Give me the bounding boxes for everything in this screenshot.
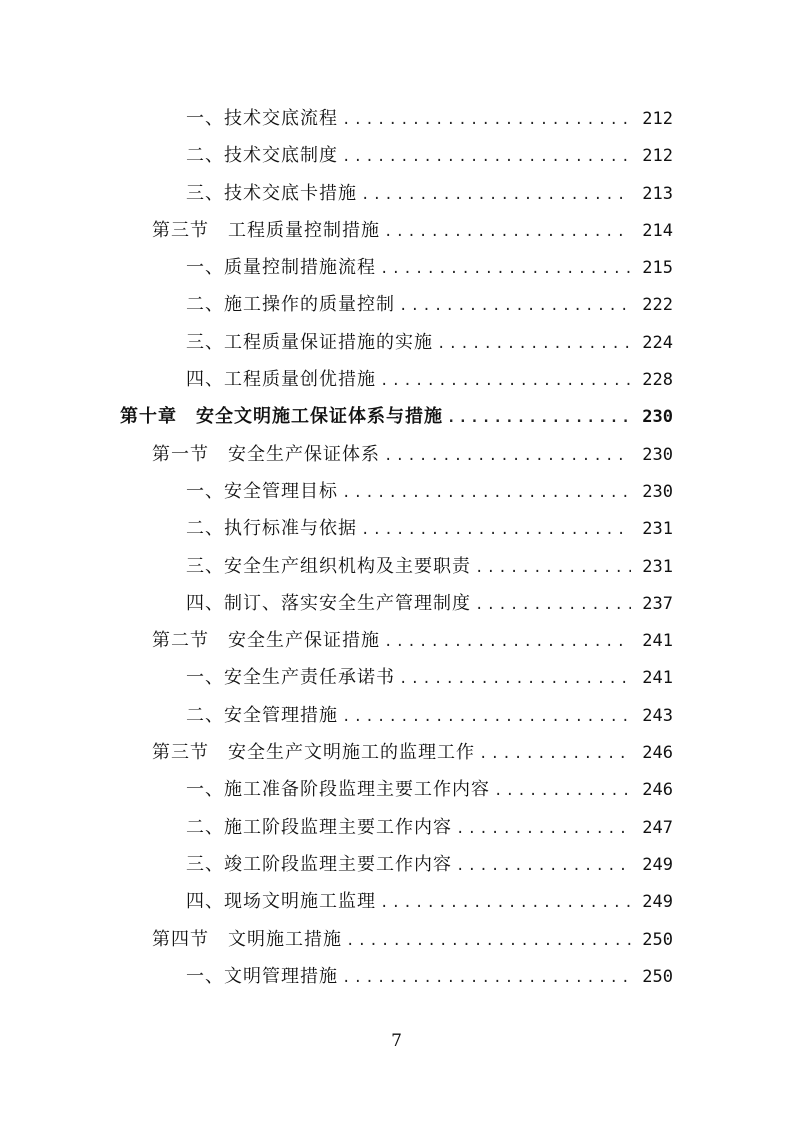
toc-entry-line xyxy=(152,921,673,960)
toc-entry-title: 一、安全管理目标 xyxy=(186,480,338,502)
toc-entry-title: 第四节 文明施工措施 xyxy=(152,928,342,950)
toc-entry-page-number: 215 xyxy=(642,258,673,279)
toc-entry-title: 第三节 安全生产文明施工的监理工作 xyxy=(152,742,475,764)
dot-leader xyxy=(346,923,631,960)
toc-entry-page-number: 241 xyxy=(642,631,673,652)
toc-entry-line xyxy=(186,771,673,810)
toc-entry-item[interactable] xyxy=(0,175,793,212)
toc-entry-title: 第二节 安全生产保证措施 xyxy=(152,630,380,652)
toc-entry-title: 二、技术交底制度 xyxy=(186,145,338,167)
toc-entry-item[interactable] xyxy=(0,361,793,398)
dot-leader xyxy=(380,251,631,288)
toc-entry-line xyxy=(152,622,673,661)
toc-entry-item[interactable] xyxy=(0,249,793,286)
toc-entry-item[interactable] xyxy=(0,585,793,622)
toc-entry-title: 三、工程质量保证措施的实施 xyxy=(186,331,433,353)
toc-entry-page-number: 249 xyxy=(642,854,673,875)
toc-entry-page-number: 214 xyxy=(642,220,673,241)
toc-entry-item[interactable] xyxy=(0,809,793,846)
toc-entry-title: 一、安全生产责任承诺书 xyxy=(186,667,395,689)
toc-entry-item[interactable] xyxy=(0,697,793,734)
dot-leader xyxy=(361,177,631,214)
toc-entry-title: 二、安全管理措施 xyxy=(186,704,338,726)
page-number: 7 xyxy=(391,1031,402,1051)
toc-entry-item[interactable] xyxy=(0,659,793,696)
toc-entry-item[interactable] xyxy=(0,286,793,323)
toc-entry-line xyxy=(186,809,673,848)
toc-entry-line xyxy=(186,883,673,922)
dot-leader xyxy=(399,661,631,698)
toc-entry-line xyxy=(186,286,673,325)
toc-entry-item[interactable] xyxy=(0,510,793,547)
toc-entry-page-number: 212 xyxy=(642,146,673,167)
toc-entry-item[interactable] xyxy=(0,100,793,137)
toc-entry-line xyxy=(152,734,673,773)
toc-entry-title: 二、施工阶段监理主要工作内容 xyxy=(186,816,452,838)
toc-entry-page-number: 231 xyxy=(642,519,673,540)
toc-entry-line xyxy=(152,436,673,475)
dot-leader xyxy=(437,326,631,363)
toc-entry-line xyxy=(186,361,673,400)
dot-leader xyxy=(475,587,631,624)
toc-entry-line xyxy=(120,398,673,437)
dot-leader xyxy=(456,811,631,848)
toc-entry-section[interactable] xyxy=(0,212,793,249)
dot-leader xyxy=(361,512,631,549)
toc-entry-page-number: 213 xyxy=(642,183,673,204)
dot-leader xyxy=(479,736,631,773)
toc-entry-item[interactable] xyxy=(0,846,793,883)
toc-entry-item[interactable] xyxy=(0,958,793,995)
toc-entry-page-number: 249 xyxy=(642,892,673,913)
toc-entry-line xyxy=(186,324,673,363)
toc-entry-line xyxy=(186,249,673,288)
toc-entry-page-number: 250 xyxy=(642,966,673,987)
toc-entry-line xyxy=(186,473,673,512)
toc-entry-line xyxy=(186,548,673,587)
toc-entry-title: 第一节 安全生产保证体系 xyxy=(152,443,380,465)
toc-entry-title: 二、施工操作的质量控制 xyxy=(186,294,395,316)
toc-entry-title: 三、技术交底卡措施 xyxy=(186,182,357,204)
toc-entry-title: 一、质量控制措施流程 xyxy=(186,257,376,279)
toc-entry-title: 三、竣工阶段监理主要工作内容 xyxy=(186,853,452,875)
toc-entry-page-number: 212 xyxy=(642,109,673,129)
dot-leader xyxy=(342,102,631,139)
toc-entry-line xyxy=(186,846,673,885)
toc-entry-page-number: 246 xyxy=(642,780,673,801)
dot-leader xyxy=(384,438,631,475)
dot-leader xyxy=(447,400,631,437)
toc-entry-line xyxy=(186,958,673,997)
toc-entry-item[interactable] xyxy=(0,548,793,585)
toc-entry-page-number: 230 xyxy=(642,444,673,465)
toc-entry-line xyxy=(186,585,673,624)
toc-entry-title: 四、制订、落实安全生产管理制度 xyxy=(186,592,471,614)
toc-entry-title: 一、施工准备阶段监理主要工作内容 xyxy=(186,779,490,801)
toc-entry-title: 三、安全生产组织机构及主要职责 xyxy=(186,555,471,577)
dot-leader xyxy=(342,699,631,736)
toc-entry-page-number: 231 xyxy=(642,556,673,577)
toc-entry-title: 一、技术交底流程 xyxy=(186,108,338,129)
toc-entry-page-number: 246 xyxy=(642,743,673,764)
dot-leader xyxy=(384,214,631,251)
toc-entry-title: 第三节 工程质量控制措施 xyxy=(152,219,380,241)
toc-entry-page-number: 230 xyxy=(642,407,673,428)
table-of-contents xyxy=(0,100,793,995)
toc-entry-line xyxy=(186,100,673,139)
toc-entry-section[interactable] xyxy=(0,921,793,958)
dot-leader xyxy=(494,773,631,810)
toc-entry-page-number: 247 xyxy=(642,817,673,838)
toc-entry-line xyxy=(186,659,673,698)
toc-entry-title: 四、现场文明施工监理 xyxy=(186,891,376,913)
toc-entry-page-number: 237 xyxy=(642,593,673,614)
toc-entry-item[interactable] xyxy=(0,137,793,174)
toc-entry-section[interactable] xyxy=(0,436,793,473)
toc-entry-line xyxy=(186,137,673,176)
toc-entry-title: 二、执行标准与依据 xyxy=(186,518,357,540)
dot-leader xyxy=(399,288,631,325)
toc-entry-page-number: 243 xyxy=(642,705,673,726)
toc-entry-section[interactable] xyxy=(0,622,793,659)
dot-leader xyxy=(342,960,631,997)
toc-entry-item[interactable] xyxy=(0,473,793,510)
dot-leader xyxy=(475,550,631,587)
toc-entry-page-number: 230 xyxy=(642,481,673,502)
dot-leader xyxy=(342,139,631,176)
toc-entry-page-number: 222 xyxy=(642,295,673,316)
toc-entry-title: 第十章 安全文明施工保证体系与措施 xyxy=(120,406,443,428)
toc-entry-page-number: 250 xyxy=(642,929,673,950)
toc-entry-line xyxy=(186,697,673,736)
toc-entry-section[interactable] xyxy=(0,734,793,771)
toc-entry-page-number: 224 xyxy=(642,332,673,353)
dot-leader xyxy=(380,885,631,922)
toc-entry-page-number: 228 xyxy=(642,370,673,391)
toc-entry-page-number: 241 xyxy=(642,668,673,689)
toc-entry-line xyxy=(186,510,673,549)
dot-leader xyxy=(456,848,631,885)
dot-leader xyxy=(380,363,631,400)
toc-entry-item[interactable] xyxy=(0,883,793,920)
toc-entry-chapter[interactable] xyxy=(0,398,793,435)
toc-entry-line xyxy=(186,175,673,214)
toc-entry-title: 四、工程质量创优措施 xyxy=(186,369,376,391)
toc-entry-title: 一、文明管理措施 xyxy=(186,965,338,987)
dot-leader xyxy=(384,624,631,661)
toc-entry-item[interactable] xyxy=(0,771,793,808)
toc-entry-line xyxy=(152,212,673,251)
toc-entry-item[interactable] xyxy=(0,324,793,361)
dot-leader xyxy=(342,475,631,512)
